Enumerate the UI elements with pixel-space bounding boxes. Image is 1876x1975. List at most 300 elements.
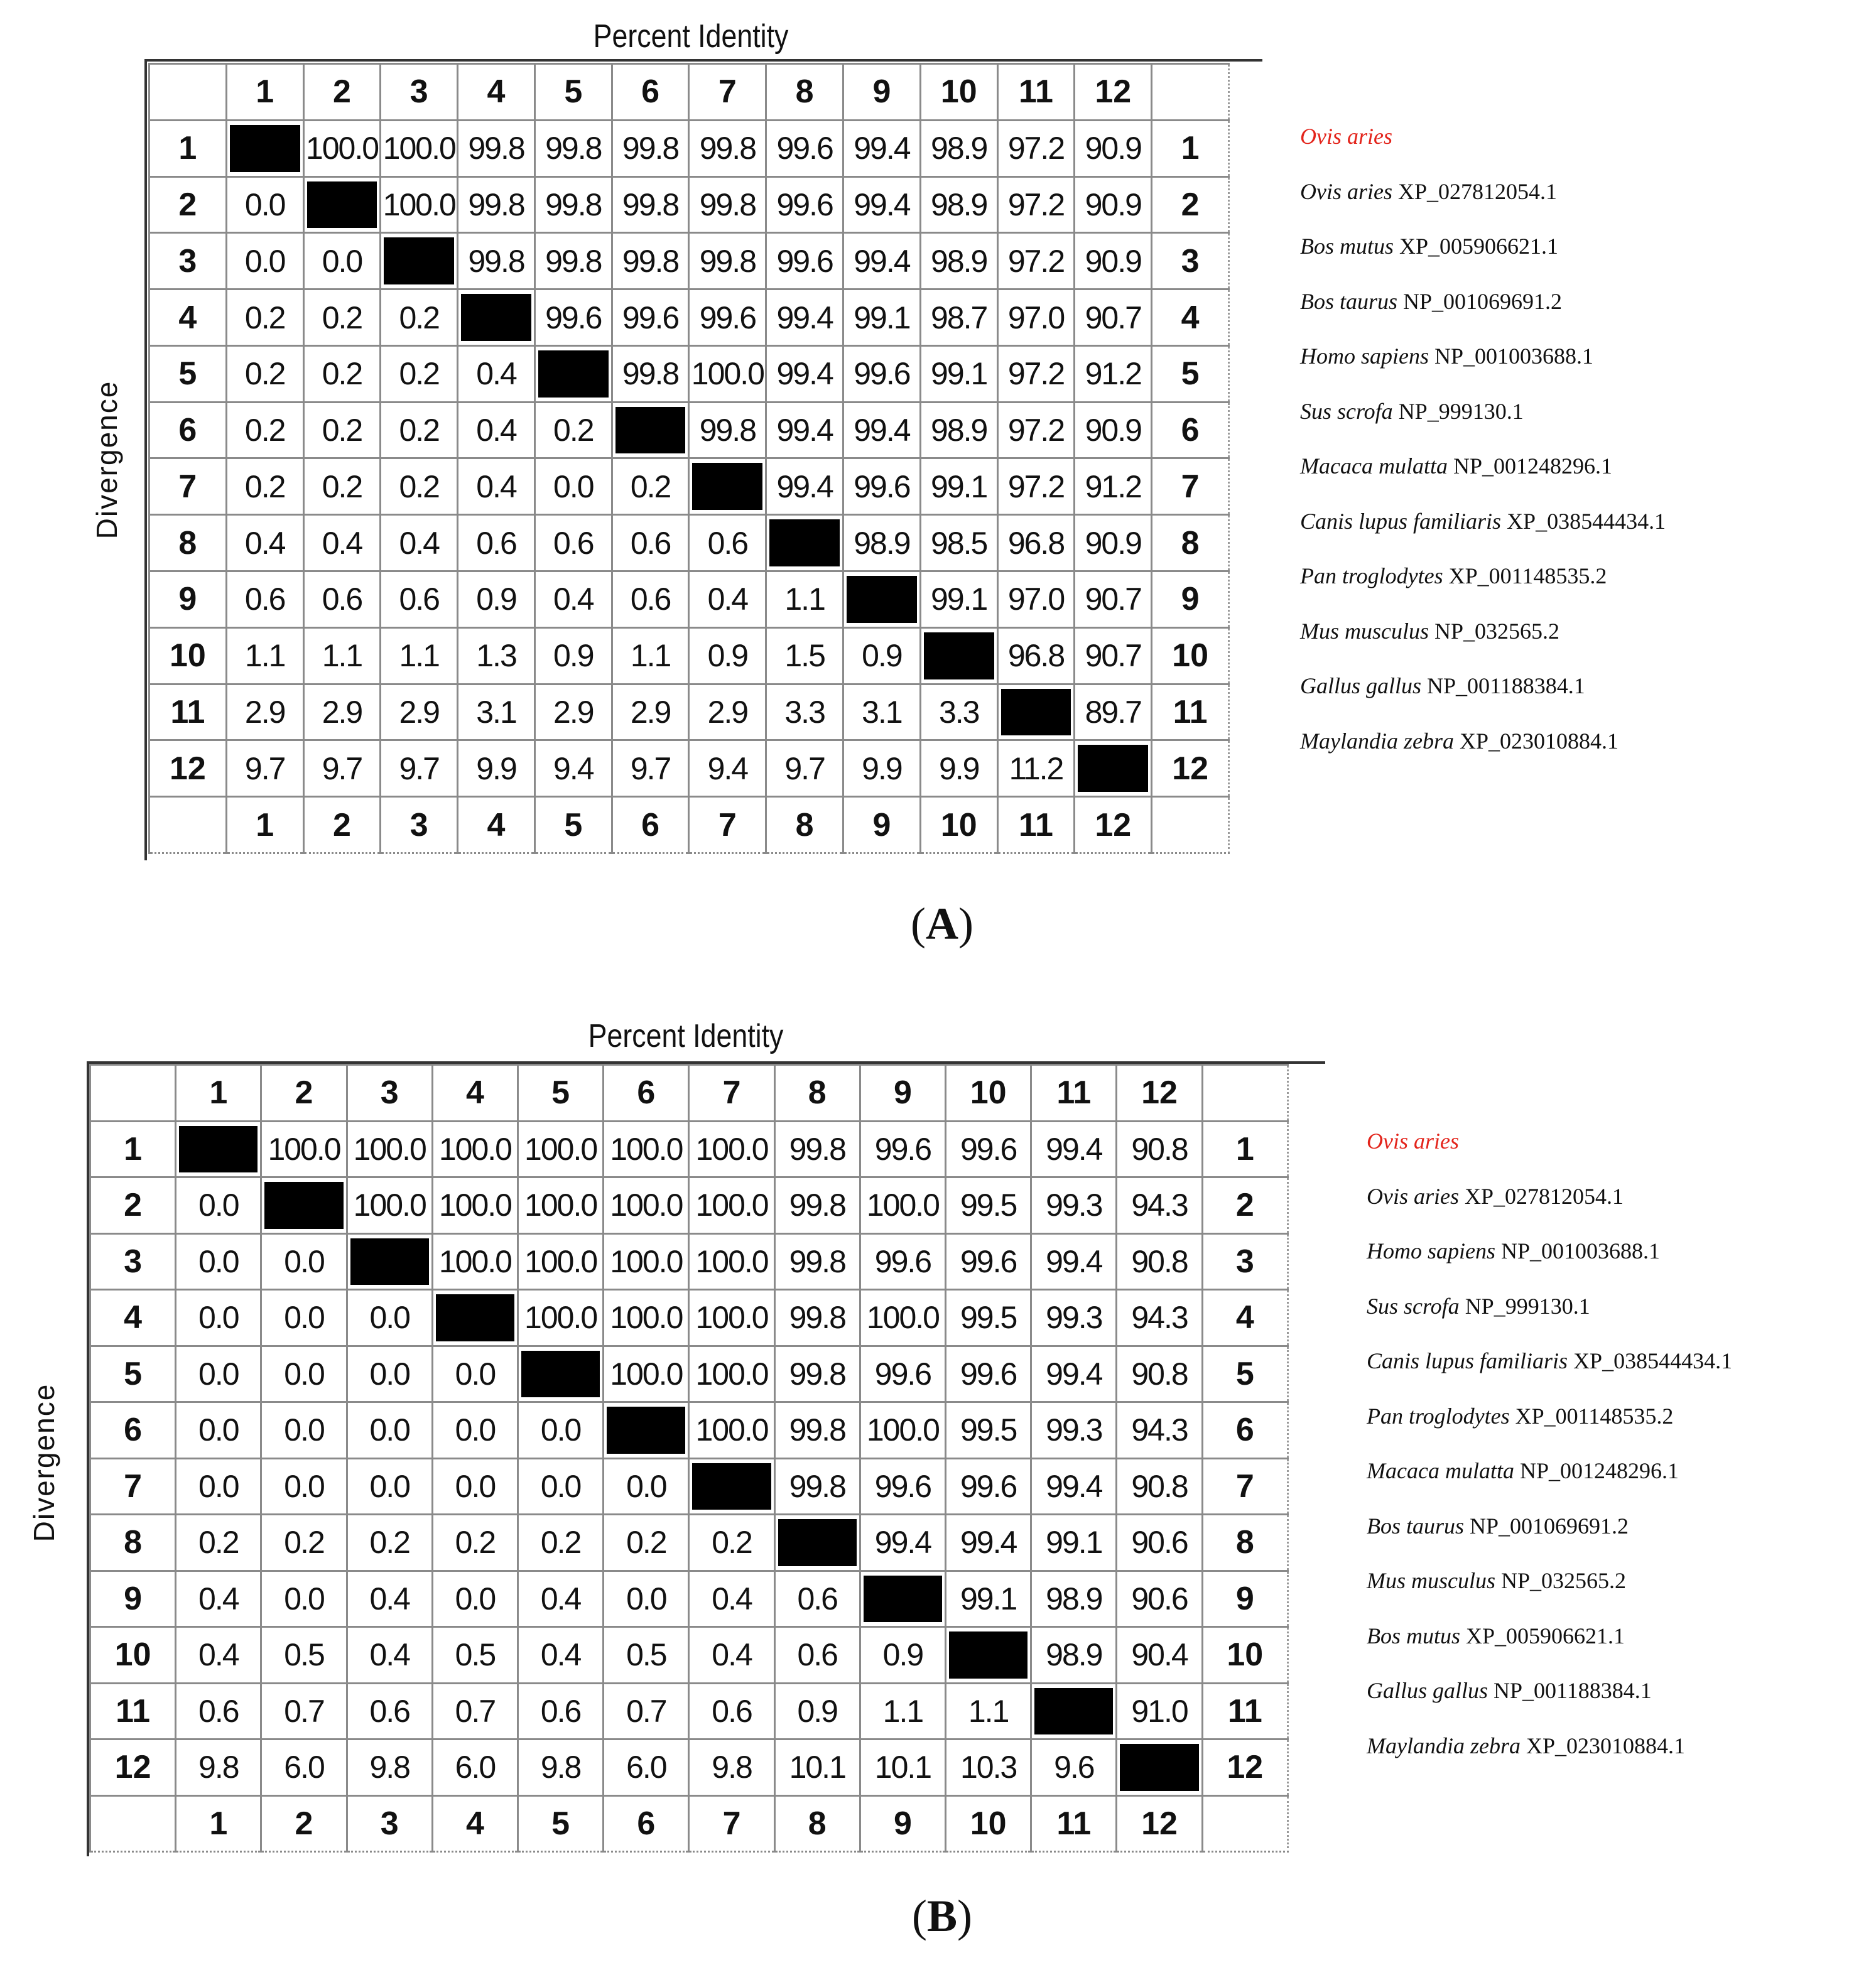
column-header-label: 12	[1117, 1065, 1202, 1122]
divergence-cell: 0.6	[226, 571, 303, 628]
percent-identity-cell: 99.4	[766, 402, 843, 458]
divergence-cell: 0.4	[381, 515, 458, 571]
percent-identity-cell: 90.4	[1117, 1627, 1202, 1684]
percent-identity-cell: 97.2	[997, 176, 1075, 233]
legend-accession: NP_001069691.2	[1464, 1513, 1629, 1539]
divergence-cell: 6.0	[432, 1740, 518, 1796]
diagonal-cell	[843, 571, 921, 628]
divergence-cell: 9.6	[1031, 1740, 1117, 1796]
divergence-cell: 0.4	[458, 402, 535, 458]
percent-identity-cell: 100.0	[689, 1121, 774, 1177]
corner-cell	[90, 1065, 176, 1122]
column-footer-label: 1	[176, 1795, 261, 1852]
percent-identity-cell: 99.8	[534, 176, 612, 233]
row-header-label: 3	[90, 1233, 176, 1290]
divergence-cell: 0.2	[303, 402, 381, 458]
legend-entry	[1300, 508, 1666, 534]
corner-cell	[1202, 1065, 1288, 1122]
matrix-row	[149, 289, 1229, 346]
row-header-label-right: 4	[1152, 289, 1229, 346]
panel-label-b: (B)	[912, 1891, 972, 1941]
species-legend-b	[1367, 1128, 1869, 1787]
diagonal-cell	[689, 458, 766, 515]
divergence-cell: 1.1	[946, 1683, 1031, 1740]
legend-accession: XP_027812054.1	[1392, 178, 1558, 204]
divergence-cell: 0.9	[843, 627, 921, 684]
row-header-label-right: 4	[1202, 1290, 1288, 1346]
divergence-cell: 0.6	[774, 1571, 860, 1627]
percent-identity-cell: 100.0	[689, 1177, 774, 1234]
percent-identity-cell: 99.6	[946, 1121, 1031, 1177]
percent-identity-cell: 100.0	[432, 1233, 518, 1290]
divergence-cell: 3.1	[843, 684, 921, 740]
divergence-cell: 0.4	[176, 1627, 261, 1684]
diagonal-cell	[432, 1290, 518, 1346]
matrix-row	[149, 233, 1229, 289]
divergence-cell: 2.9	[534, 684, 612, 740]
divergence-cell: 0.0	[303, 233, 381, 289]
percent-identity-cell: 100.0	[604, 1121, 689, 1177]
legend-species-name: Maylandia zebra	[1367, 1733, 1521, 1758]
percent-identity-cell: 99.1	[843, 289, 921, 346]
percent-identity-cell: 99.8	[458, 233, 535, 289]
percent-identity-title: Percent Identity	[593, 18, 789, 55]
legend-accession: NP_001069691.2	[1397, 288, 1563, 314]
percent-identity-cell: 98.9	[920, 402, 997, 458]
percent-identity-cell: 89.7	[1075, 684, 1152, 740]
divergence-cell: 9.7	[381, 740, 458, 797]
row-header-label-right: 2	[1202, 1177, 1288, 1234]
column-footer-label: 6	[604, 1795, 689, 1852]
divergence-cell: 1.5	[766, 627, 843, 684]
percent-identity-cell: 97.0	[997, 289, 1075, 346]
divergence-cell: 0.0	[604, 1571, 689, 1627]
divergence-cell: 0.2	[303, 458, 381, 515]
diagonal-cell	[920, 627, 997, 684]
column-footer-label: 12	[1117, 1795, 1202, 1852]
percent-identity-cell: 99.4	[843, 402, 921, 458]
divergence-cell: 0.6	[689, 515, 766, 571]
percent-identity-cell: 99.5	[946, 1177, 1031, 1234]
percent-identity-cell: 90.8	[1117, 1121, 1202, 1177]
column-footer-label: 12	[1075, 797, 1152, 853]
column-footer-label: 7	[689, 797, 766, 853]
legend-reference-entry	[1300, 123, 1392, 149]
percent-identity-cell: 97.2	[997, 458, 1075, 515]
percent-identity-cell: 99.8	[774, 1233, 860, 1290]
legend-species-name: Ovis aries	[1367, 1183, 1459, 1209]
corner-cell	[90, 1795, 176, 1852]
legend-entry	[1367, 1183, 1624, 1209]
row-header-label: 4	[149, 289, 227, 346]
divergence-cell: 0.2	[226, 345, 303, 402]
row-header-label: 7	[90, 1458, 176, 1515]
column-header-label: 9	[843, 64, 921, 121]
percent-identity-cell: 99.4	[1031, 1233, 1117, 1290]
divergence-cell: 9.9	[843, 740, 921, 797]
column-header-label: 9	[860, 1065, 945, 1122]
column-header-row	[90, 1065, 1288, 1122]
divergence-cell: 0.0	[176, 1346, 261, 1402]
row-header-label-right: 1	[1152, 120, 1229, 176]
legend-species-name: Canis lupus familiaris	[1300, 508, 1502, 534]
divergence-cell: 10.1	[774, 1740, 860, 1796]
legend-species-name: Bos mutus	[1367, 1623, 1461, 1648]
divergence-cell: 0.4	[176, 1571, 261, 1627]
percent-identity-cell: 100.0	[604, 1290, 689, 1346]
percent-identity-cell: 99.6	[946, 1233, 1031, 1290]
percent-identity-cell: 100.0	[860, 1402, 945, 1459]
legend-entry	[1367, 1238, 1660, 1264]
percent-identity-cell: 99.4	[766, 345, 843, 402]
percent-identity-cell: 99.4	[843, 176, 921, 233]
legend-species-name: Homo sapiens	[1300, 344, 1429, 369]
column-footer-label: 4	[432, 1795, 518, 1852]
legend-species-name: Gallus gallus	[1367, 1678, 1488, 1703]
percent-identity-cell: 99.8	[458, 120, 535, 176]
divergence-cell: 0.2	[261, 1515, 347, 1571]
divergence-cell: 0.4	[347, 1627, 432, 1684]
percent-identity-cell: 90.9	[1075, 176, 1152, 233]
corner-cell	[149, 64, 227, 121]
row-header-label: 2	[149, 176, 227, 233]
matrix-frame-top	[146, 59, 1262, 62]
percent-identity-cell: 90.6	[1117, 1515, 1202, 1571]
divergence-cell: 3.3	[766, 684, 843, 740]
legend-entry	[1300, 563, 1607, 589]
row-header-label: 11	[149, 684, 227, 740]
divergence-cell: 9.7	[612, 740, 689, 797]
divergence-cell: 0.6	[347, 1683, 432, 1740]
column-footer-row	[149, 797, 1229, 853]
divergence-cell: 9.9	[458, 740, 535, 797]
percent-identity-cell: 99.8	[774, 1402, 860, 1459]
divergence-cell: 0.2	[381, 458, 458, 515]
row-header-label-right: 12	[1152, 740, 1229, 797]
percent-identity-cell: 99.3	[1031, 1290, 1117, 1346]
diagonal-cell	[689, 1458, 774, 1515]
divergence-cell: 9.8	[689, 1740, 774, 1796]
percent-identity-cell: 99.8	[689, 233, 766, 289]
divergence-cell: 0.0	[347, 1402, 432, 1459]
legend-accession: NP_001248296.1	[1514, 1458, 1679, 1483]
row-header-label-right: 3	[1202, 1233, 1288, 1290]
row-header-label: 8	[90, 1515, 176, 1571]
diagonal-cell	[1117, 1740, 1202, 1796]
percent-identity-cell: 100.0	[689, 1402, 774, 1459]
legend-accession: XP_023010884.1	[1453, 728, 1618, 754]
percent-identity-cell: 90.8	[1117, 1233, 1202, 1290]
divergence-cell: 0.4	[303, 515, 381, 571]
diagonal-cell	[261, 1177, 347, 1234]
column-header-label: 4	[458, 64, 535, 121]
percent-identity-cell: 99.6	[946, 1458, 1031, 1515]
legend-species-name: Macaca mulatta	[1300, 453, 1448, 479]
percent-identity-cell: 99.8	[689, 120, 766, 176]
row-header-label-right: 6	[1202, 1402, 1288, 1459]
column-footer-label: 4	[458, 797, 535, 853]
percent-identity-cell: 97.2	[997, 233, 1075, 289]
percent-identity-cell: 98.9	[920, 176, 997, 233]
row-header-label: 5	[90, 1346, 176, 1402]
diagonal-cell	[766, 515, 843, 571]
corner-cell	[1152, 797, 1229, 853]
percent-identity-cell: 98.9	[1031, 1627, 1117, 1684]
matrix-row	[90, 1233, 1288, 1290]
legend-species-name: Pan troglodytes	[1367, 1403, 1510, 1429]
divergence-cell: 0.2	[303, 345, 381, 402]
row-header-label: 3	[149, 233, 227, 289]
divergence-cell: 0.0	[261, 1233, 347, 1290]
column-footer-label: 5	[518, 1795, 604, 1852]
legend-species-name: Bos taurus	[1367, 1513, 1465, 1539]
percent-identity-cell: 98.9	[920, 120, 997, 176]
row-header-label-right: 8	[1152, 515, 1229, 571]
row-header-label: 12	[149, 740, 227, 797]
divergence-cell: 0.0	[604, 1458, 689, 1515]
legend-accession: NP_001188384.1	[1488, 1678, 1652, 1703]
percent-identity-cell: 99.8	[612, 345, 689, 402]
percent-identity-cell: 99.4	[1031, 1121, 1117, 1177]
percent-identity-cell: 99.6	[860, 1233, 945, 1290]
legend-accession: NP_032565.2	[1495, 1568, 1627, 1593]
matrix-row	[149, 515, 1229, 571]
divergence-cell: 1.1	[860, 1683, 945, 1740]
column-header-label: 6	[604, 1065, 689, 1122]
divergence-cell: 0.0	[534, 458, 612, 515]
percent-identity-cell: 99.6	[766, 176, 843, 233]
divergence-cell: 1.3	[458, 627, 535, 684]
percent-identity-cell: 90.9	[1075, 515, 1152, 571]
diagonal-cell	[381, 233, 458, 289]
corner-cell	[1152, 64, 1229, 121]
percent-identity-cell: 97.2	[997, 345, 1075, 402]
divergence-cell: 0.7	[261, 1683, 347, 1740]
divergence-cell: 2.9	[226, 684, 303, 740]
legend-species-name: Bos mutus	[1300, 234, 1394, 259]
divergence-cell: 0.7	[432, 1683, 518, 1740]
divergence-cell: 1.1	[226, 627, 303, 684]
divergence-cell: 3.3	[920, 684, 997, 740]
percent-identity-cell: 100.0	[518, 1233, 604, 1290]
percent-identity-cell: 96.8	[997, 627, 1075, 684]
row-header-label: 11	[90, 1683, 176, 1740]
divergence-cell: 0.0	[432, 1402, 518, 1459]
legend-accession: XP_005906621.1	[1394, 234, 1559, 259]
divergence-cell: 0.4	[518, 1627, 604, 1684]
legend-species-name: Canis lupus familiaris	[1367, 1348, 1568, 1373]
percent-identity-cell: 100.0	[689, 1346, 774, 1402]
corner-cell	[1202, 1795, 1288, 1852]
legend-entry	[1367, 1513, 1629, 1539]
diagonal-cell	[997, 684, 1075, 740]
divergence-cell: 0.2	[226, 402, 303, 458]
percent-identity-cell: 97.0	[997, 571, 1075, 628]
divergence-cell: 0.0	[347, 1458, 432, 1515]
divergence-cell: 0.0	[261, 1571, 347, 1627]
percent-identity-cell: 99.6	[860, 1458, 945, 1515]
matrix-row	[149, 627, 1229, 684]
percent-identity-cell: 98.7	[920, 289, 997, 346]
percent-identity-cell: 99.6	[766, 233, 843, 289]
divergence-cell: 0.4	[458, 458, 535, 515]
divergence-cell: 0.6	[176, 1683, 261, 1740]
percent-identity-cell: 99.8	[612, 176, 689, 233]
identity-matrix-a	[148, 63, 1230, 854]
diagonal-cell	[518, 1346, 604, 1402]
matrix-row	[90, 1458, 1288, 1515]
diagonal-cell	[604, 1402, 689, 1459]
diagonal-cell	[534, 345, 612, 402]
percent-identity-cell: 100.0	[518, 1177, 604, 1234]
percent-identity-cell: 100.0	[604, 1233, 689, 1290]
column-footer-label: 3	[347, 1795, 432, 1852]
divergence-cell: 9.7	[303, 740, 381, 797]
divergence-cell: 6.0	[261, 1740, 347, 1796]
column-header-label: 1	[176, 1065, 261, 1122]
percent-identity-cell: 99.6	[946, 1346, 1031, 1402]
percent-identity-cell: 99.4	[766, 289, 843, 346]
column-header-label: 3	[381, 64, 458, 121]
divergence-cell: 0.0	[261, 1458, 347, 1515]
percent-identity-cell: 99.5	[946, 1402, 1031, 1459]
percent-identity-cell: 99.6	[766, 120, 843, 176]
row-header-label: 8	[149, 515, 227, 571]
divergence-cell: 2.9	[303, 684, 381, 740]
divergence-cell: 0.2	[604, 1515, 689, 1571]
percent-identity-cell: 90.7	[1075, 289, 1152, 346]
legend-species-name: Homo sapiens	[1367, 1238, 1495, 1263]
divergence-cell: 0.0	[176, 1177, 261, 1234]
percent-identity-cell: 99.3	[1031, 1177, 1117, 1234]
divergence-cell: 0.0	[347, 1346, 432, 1402]
percent-identity-cell: 100.0	[381, 176, 458, 233]
percent-identity-cell: 99.4	[1031, 1346, 1117, 1402]
percent-identity-cell: 99.1	[1031, 1515, 1117, 1571]
percent-identity-cell: 99.4	[946, 1515, 1031, 1571]
row-header-label: 2	[90, 1177, 176, 1234]
percent-identity-cell: 99.5	[946, 1290, 1031, 1346]
percent-identity-cell: 100.0	[347, 1177, 432, 1234]
column-header-label: 4	[432, 1065, 518, 1122]
percent-identity-cell: 97.2	[997, 402, 1075, 458]
percent-identity-cell: 100.0	[518, 1290, 604, 1346]
column-header-label: 10	[946, 1065, 1031, 1122]
row-header-label: 5	[149, 345, 227, 402]
divergence-cell: 0.6	[303, 571, 381, 628]
percent-identity-cell: 99.1	[946, 1571, 1031, 1627]
divergence-cell: 1.1	[381, 627, 458, 684]
percent-identity-cell: 99.1	[920, 345, 997, 402]
divergence-cell: 0.6	[689, 1683, 774, 1740]
percent-identity-cell: 99.6	[860, 1346, 945, 1402]
divergence-cell: 0.2	[381, 402, 458, 458]
divergence-cell: 0.2	[518, 1515, 604, 1571]
column-header-label: 8	[766, 64, 843, 121]
row-header-label-right: 9	[1202, 1571, 1288, 1627]
percent-identity-cell: 99.4	[860, 1515, 945, 1571]
divergence-cell: 0.2	[432, 1515, 518, 1571]
matrix-row	[90, 1571, 1288, 1627]
legend-accession: NP_999130.1	[1459, 1293, 1590, 1319]
row-header-label-right: 8	[1202, 1515, 1288, 1571]
divergence-cell: 0.6	[612, 515, 689, 571]
column-header-label: 11	[1031, 1065, 1117, 1122]
percent-identity-cell: 97.2	[997, 120, 1075, 176]
column-footer-label: 2	[303, 797, 381, 853]
row-header-label: 1	[149, 120, 227, 176]
matrix-row	[90, 1177, 1288, 1234]
row-header-label: 6	[90, 1402, 176, 1459]
percent-identity-title: Percent Identity	[588, 1018, 784, 1054]
row-header-label-right: 6	[1152, 402, 1229, 458]
legend-accession: NP_001003688.1	[1495, 1238, 1661, 1263]
percent-identity-cell: 90.7	[1075, 571, 1152, 628]
percent-identity-cell: 98.9	[920, 233, 997, 289]
legend-entry	[1300, 178, 1557, 205]
percent-identity-cell: 94.3	[1117, 1402, 1202, 1459]
percent-identity-cell: 100.0	[432, 1177, 518, 1234]
divergence-cell: 0.2	[612, 458, 689, 515]
divergence-cell: 0.4	[458, 345, 535, 402]
legend-entry	[1367, 1623, 1625, 1649]
divergence-cell: 0.6	[612, 571, 689, 628]
divergence-cell: 0.2	[176, 1515, 261, 1571]
row-header-label: 12	[90, 1740, 176, 1796]
divergence-cell: 0.4	[534, 571, 612, 628]
diagonal-cell	[303, 176, 381, 233]
divergence-cell: 0.6	[518, 1683, 604, 1740]
legend-accession: XP_027812054.1	[1459, 1183, 1624, 1209]
divergence-cell: 0.2	[534, 402, 612, 458]
percent-identity-cell: 99.4	[766, 458, 843, 515]
legend-species-name: Pan troglodytes	[1300, 563, 1443, 588]
percent-identity-cell: 94.3	[1117, 1290, 1202, 1346]
percent-identity-cell: 100.0	[689, 345, 766, 402]
divergence-cell: 0.2	[226, 289, 303, 346]
percent-identity-cell: 100.0	[689, 1290, 774, 1346]
percent-identity-cell: 99.8	[689, 176, 766, 233]
percent-identity-cell: 99.8	[534, 120, 612, 176]
row-header-label-right: 5	[1152, 345, 1229, 402]
percent-identity-cell: 100.0	[303, 120, 381, 176]
percent-identity-cell: 100.0	[604, 1177, 689, 1234]
percent-identity-cell: 100.0	[381, 120, 458, 176]
row-header-label: 10	[149, 627, 227, 684]
divergence-cell: 0.0	[432, 1346, 518, 1402]
diagonal-cell	[612, 402, 689, 458]
divergence-cell: 0.0	[226, 176, 303, 233]
matrix-row	[149, 740, 1229, 797]
legend-species-name: Sus scrofa	[1300, 398, 1393, 424]
percent-identity-cell: 99.8	[774, 1346, 860, 1402]
legend-entry	[1367, 1733, 1685, 1759]
divergence-cell: 2.9	[381, 684, 458, 740]
row-header-label-right: 12	[1202, 1740, 1288, 1796]
divergence-cell: 0.9	[774, 1683, 860, 1740]
divergence-cell: 9.7	[226, 740, 303, 797]
legend-entry	[1300, 233, 1558, 259]
divergence-cell: 0.2	[381, 289, 458, 346]
matrix-row	[90, 1121, 1288, 1177]
legend-accession: NP_999130.1	[1392, 398, 1524, 424]
legend-entry	[1300, 618, 1559, 644]
column-footer-row	[90, 1795, 1288, 1852]
divergence-axis-label: Divergence	[90, 380, 123, 539]
column-footer-label: 1	[226, 797, 303, 853]
column-header-label: 2	[303, 64, 381, 121]
divergence-cell: 2.9	[689, 684, 766, 740]
